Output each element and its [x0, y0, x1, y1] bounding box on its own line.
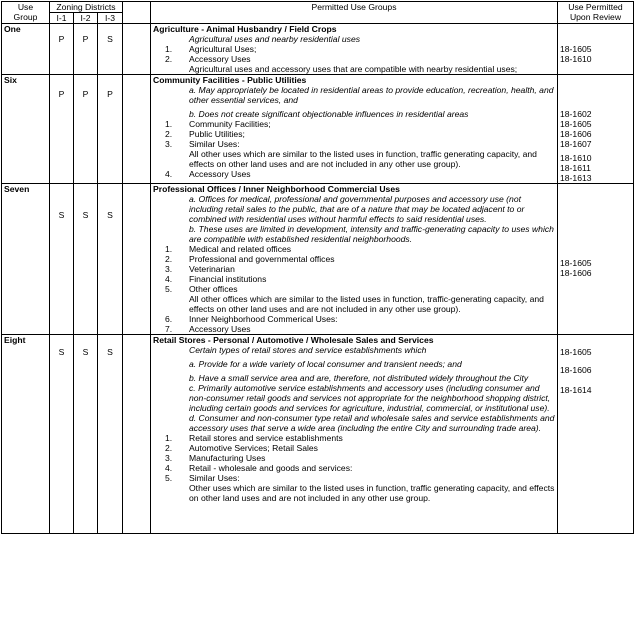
review-code: 18-1606 — [560, 129, 592, 139]
permitted-uses-cell — [151, 184, 558, 335]
zone-value: P — [58, 89, 65, 99]
zone-value: P — [82, 34, 89, 44]
review-code: 18-1610 — [560, 54, 592, 64]
review-code: 18-1607 — [560, 139, 592, 149]
item-text: Manufacturing Uses — [189, 453, 266, 463]
group-note: Agricultural uses and accessory uses that are compatible with nearby residential uses; — [189, 64, 518, 74]
zone-value: S — [82, 347, 89, 357]
header-permitted-use-groups: Permitted Use Groups — [151, 2, 558, 24]
list-item — [153, 119, 555, 129]
group-intro-a: a. Provide for a wide variety of local consumer and transient needs; and — [189, 359, 462, 369]
item-number: 4. — [165, 463, 173, 473]
zone-value: P — [58, 34, 65, 44]
zone-i1 — [50, 75, 74, 184]
header-use-label: Use — [17, 2, 34, 12]
use-group-name: Eight — [2, 335, 50, 534]
list-item — [153, 264, 555, 274]
review-code: 18-1611 — [560, 163, 591, 173]
item-number: 1. — [165, 119, 173, 129]
review-code: 18-1606 — [560, 268, 592, 278]
zone-i3 — [98, 184, 123, 335]
review-code: 18-1605 — [560, 347, 592, 357]
zone-i3 — [98, 335, 123, 534]
blank-cell — [123, 184, 151, 335]
item-number: 1. — [165, 244, 173, 254]
zone-i2 — [74, 335, 98, 534]
table-row — [2, 184, 634, 335]
blank-cell — [123, 24, 151, 75]
item-number: 3. — [165, 453, 173, 463]
list-item — [153, 274, 555, 284]
item-number: 6. — [165, 314, 173, 324]
item-number: 1. — [165, 44, 173, 54]
group-title: Retail Stores - Personal / Automotive / Wholesale Sales and Services — [153, 335, 434, 345]
list-item — [153, 314, 555, 324]
item-text: Community Facilities; — [189, 119, 271, 129]
item-text: Retail - wholesale and goods and services: — [189, 463, 353, 473]
group-intro: Certain types of retail stores and service establishments which — [189, 345, 427, 355]
list-item — [153, 244, 555, 254]
item-text: Similar Uses: — [189, 473, 240, 483]
zone-i3 — [98, 75, 123, 184]
list-item — [153, 324, 555, 334]
list-item — [153, 433, 555, 443]
review-cell — [558, 24, 634, 75]
header-row-1 — [2, 2, 634, 13]
group-note: Other uses which are similar to the listed uses in function, traffic generating capacity, and effects on other land uses and are not included in any other use group. — [189, 483, 555, 503]
header-review-line1: Use Permitted — [568, 2, 623, 12]
zone-i2 — [74, 184, 98, 335]
item-number: 2. — [165, 54, 173, 64]
review-code: 18-1605 — [560, 119, 592, 129]
group-intro: Agricultural uses and nearby residential uses — [189, 34, 361, 44]
item-text: Accessory Uses — [189, 54, 251, 64]
item-text: Accessory Uses — [189, 169, 251, 179]
review-code: 18-1605 — [560, 258, 592, 268]
item-text: Public Utilities; — [189, 129, 245, 139]
list-item — [153, 463, 555, 473]
list-item — [153, 139, 555, 149]
review-code: 18-1602 — [560, 109, 592, 119]
group-intro-b: b. These uses are limited in development, intensity and traffic-generating capacity to uses which are compatible with established residential neighborhoods. — [189, 224, 554, 244]
permitted-uses-cell — [151, 24, 558, 75]
group-intro-c: c. Primarily automotive service establishments and accessory uses (including consumer and non-consumer retail goods and services not appropriate for the neighborhood shopping district, including certain goods and services for agriculture, industrial, commercial, or institutional use). — [189, 383, 551, 413]
table-row — [2, 24, 634, 75]
list-item — [153, 44, 555, 54]
header-review-line2: Upon Review — [569, 12, 622, 22]
list-item — [153, 453, 555, 463]
zone-i3 — [98, 24, 123, 75]
item-number: 4. — [165, 169, 173, 179]
header-zoning-districts: Zoning Districts — [50, 2, 123, 13]
group-intro-b: b. Does not create significant objectionable influences in residential areas — [189, 109, 469, 119]
item-number: 1. — [165, 433, 173, 443]
zone-value: S — [107, 347, 113, 357]
list-item — [153, 254, 555, 264]
use-group-name: Six — [2, 75, 50, 184]
item-number: 5. — [165, 473, 173, 483]
table-row — [2, 75, 634, 184]
zone-i1 — [50, 24, 74, 75]
zone-value: P — [107, 89, 113, 99]
group-intro-a: a. May appropriately be located in residential areas to provide education, recreation, health, and other essential services, and — [189, 85, 554, 105]
header-use-group — [2, 2, 50, 24]
item-text: Automotive Services; Retail Sales — [189, 443, 318, 453]
group-intro-a: a. Offices for medical, professional and governmental purposes and accessory use (not including retail sales to the public, that are of a nature that may be located adjacent to or combined with residential uses without harmful effects to said residential uses. — [189, 194, 525, 224]
item-number: 4. — [165, 274, 173, 284]
item-text: Inner Neighborhood Commerical Uses: — [189, 314, 338, 324]
list-item — [153, 473, 555, 483]
group-note: All other offices which are similar to the listed uses in function, traffic-generating capacity, and effects on other land uses and are not included in any other use group). — [189, 294, 544, 314]
list-item — [153, 169, 555, 179]
item-text: Agricultural Uses; — [189, 44, 257, 54]
header-group-label: Group — [13, 12, 38, 22]
item-number: 2. — [165, 443, 173, 453]
zone-value: S — [82, 210, 89, 220]
item-number: 3. — [165, 139, 173, 149]
zone-i2 — [74, 24, 98, 75]
header-district-i1: I-1 — [50, 13, 74, 24]
group-title: Community Facilities - Public Utilities — [153, 75, 307, 85]
review-code: 18-1614 — [560, 385, 592, 395]
item-text: Similar Uses: — [189, 139, 240, 149]
group-note: All other uses which are similar to the listed uses in function, traffic generating capacity, and effects on other land uses and are not included in any other use group). — [189, 149, 537, 169]
review-cell — [558, 335, 634, 534]
review-code: 18-1605 — [560, 44, 592, 54]
blank-cell — [123, 75, 151, 184]
zone-i2 — [74, 75, 98, 184]
group-title: Agriculture - Animal Husbandry / Field Crops — [153, 24, 337, 34]
group-intro-b: b. Have a small service area and are, therefore, not distributed widely throughout the City — [189, 373, 529, 383]
use-group-name: Seven — [2, 184, 50, 335]
review-code: 18-1613 — [560, 173, 592, 183]
item-text: Financial institutions — [189, 274, 267, 284]
item-text: Other offices — [189, 284, 238, 294]
list-item — [153, 54, 555, 64]
zone-i1 — [50, 335, 74, 534]
zone-value: S — [107, 210, 113, 220]
review-cell — [558, 184, 634, 335]
use-group-name: One — [2, 24, 50, 75]
zone-value: P — [82, 89, 89, 99]
zone-value: S — [107, 34, 113, 44]
zone-value: S — [58, 210, 65, 220]
zone-i1 — [50, 184, 74, 335]
header-district-i2: I-2 — [74, 13, 98, 24]
zone-value: S — [58, 347, 65, 357]
header-review — [558, 2, 634, 24]
permitted-use-table — [1, 1, 634, 534]
item-text: Medical and related offices — [189, 244, 292, 254]
review-code: 18-1610 — [560, 153, 592, 163]
item-number: 3. — [165, 264, 173, 274]
permitted-uses-cell — [151, 335, 558, 534]
review-code: 18-1606 — [560, 365, 592, 375]
header-district-i3: I-3 — [98, 13, 123, 24]
item-text: Retail stores and service establishments — [189, 433, 343, 443]
item-number: 2. — [165, 129, 173, 139]
group-title: Professional Offices / Inner Neighborhood Commercial Uses — [153, 184, 400, 194]
item-number: 7. — [165, 324, 173, 334]
list-item — [153, 284, 555, 294]
item-number: 5. — [165, 284, 173, 294]
table-row — [2, 335, 634, 534]
header-blank — [123, 2, 151, 24]
group-intro-d: d. Consumer and non-consumer type retail and wholesale sales and service establishments and accessory uses that serve a wide area (including the entire City and surrounding trade area). — [189, 413, 555, 433]
permitted-uses-cell — [151, 75, 558, 184]
item-text: Professional and governmental offices — [189, 254, 335, 264]
list-item — [153, 443, 555, 453]
item-text: Accessory Uses — [189, 324, 251, 334]
item-number: 2. — [165, 254, 173, 264]
review-cell — [558, 75, 634, 184]
item-text: Veterinarian — [189, 264, 235, 274]
list-item — [153, 129, 555, 139]
blank-cell — [123, 335, 151, 534]
